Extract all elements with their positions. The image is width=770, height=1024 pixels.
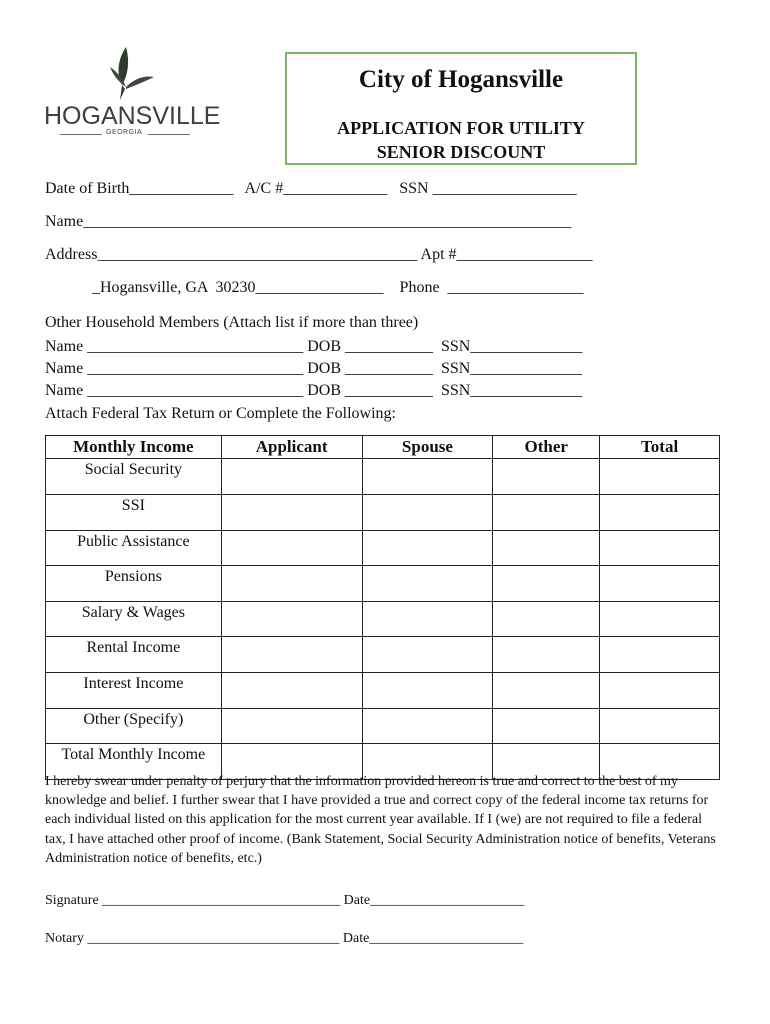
hogansville-logo xyxy=(44,45,221,140)
income-table xyxy=(45,435,720,780)
other-cell[interactable] xyxy=(493,566,600,602)
total-cell[interactable] xyxy=(600,708,720,744)
spouse-cell[interactable] xyxy=(362,708,493,744)
table-row xyxy=(46,495,720,531)
spouse-cell[interactable] xyxy=(362,637,493,673)
row-label: Salary & Wages xyxy=(46,601,222,637)
application-title xyxy=(287,116,635,164)
row-label: Interest Income xyxy=(46,672,222,708)
total-cell[interactable] xyxy=(600,495,720,531)
city-phone-row[interactable]: _Hogansville, GA 30230________________ Phone _________________ xyxy=(92,279,584,296)
table-row xyxy=(46,708,720,744)
table-row xyxy=(46,459,720,495)
header-monthly-income: Monthly Income xyxy=(46,436,222,459)
spouse-cell[interactable] xyxy=(362,566,493,602)
household-heading: Other Household Members (Attach list if more than three) xyxy=(45,314,419,331)
bird-leaf-icon xyxy=(104,45,156,101)
other-cell[interactable] xyxy=(493,637,600,673)
header-spouse: Spouse xyxy=(362,436,493,459)
other-cell[interactable] xyxy=(493,530,600,566)
title-box xyxy=(285,52,637,165)
total-cell[interactable] xyxy=(600,530,720,566)
other-cell[interactable] xyxy=(493,708,600,744)
application-title-line2: SENIOR DISCOUNT xyxy=(376,142,546,162)
attach-instruction: Attach Federal Tax Return or Complete the Following: xyxy=(45,405,396,422)
other-cell[interactable] xyxy=(493,672,600,708)
total-cell[interactable] xyxy=(600,566,720,602)
application-title-line1: APPLICATION FOR UTILITY xyxy=(337,118,585,138)
spouse-cell[interactable] xyxy=(362,601,493,637)
total-cell[interactable] xyxy=(600,672,720,708)
table-row xyxy=(46,672,720,708)
total-cell[interactable] xyxy=(600,637,720,673)
other-cell[interactable] xyxy=(493,459,600,495)
logo-subtitle: GEORGIA xyxy=(106,129,143,136)
other-cell[interactable] xyxy=(493,601,600,637)
header-other: Other xyxy=(493,436,600,459)
row-label: SSI xyxy=(46,495,222,531)
logo-wordmark: HOGANSVILLE xyxy=(44,102,221,130)
header-total: Total xyxy=(600,436,720,459)
applicant-cell[interactable] xyxy=(221,459,362,495)
applicant-cell[interactable] xyxy=(221,637,362,673)
spouse-cell[interactable] xyxy=(362,495,493,531)
applicant-cell[interactable] xyxy=(221,672,362,708)
dob-acct-ssn-row[interactable]: Date of Birth_____________ A/C #_____________ SSN __________________ xyxy=(45,180,577,197)
spouse-cell[interactable] xyxy=(362,672,493,708)
row-label: Total Monthly Income xyxy=(46,744,222,780)
applicant-cell[interactable] xyxy=(221,495,362,531)
header-applicant: Applicant xyxy=(221,436,362,459)
name-row[interactable]: Name_____________________________________________________________ xyxy=(45,213,572,230)
row-label: Pensions xyxy=(46,566,222,602)
table-row xyxy=(46,637,720,673)
address-row[interactable]: Address________________________________________ Apt #_________________ xyxy=(45,246,593,263)
member-row[interactable]: Name ___________________________ DOB ___________ SSN______________ xyxy=(45,360,583,377)
signature-date-line[interactable]: Signature __________________________________ Date______________________ xyxy=(45,893,525,908)
applicant-cell[interactable] xyxy=(221,601,362,637)
member-row[interactable]: Name ___________________________ DOB ___________ SSN______________ xyxy=(45,338,583,355)
spouse-cell[interactable] xyxy=(362,459,493,495)
table-row xyxy=(46,530,720,566)
logo-rule-left xyxy=(60,134,102,135)
other-cell[interactable] xyxy=(493,495,600,531)
table-header-row xyxy=(46,436,720,459)
spouse-cell[interactable] xyxy=(362,530,493,566)
row-label: Social Security xyxy=(46,459,222,495)
member-row[interactable]: Name ___________________________ DOB ___________ SSN______________ xyxy=(45,382,583,399)
notary-date-line[interactable]: Notary ____________________________________ Date______________________ xyxy=(45,931,524,946)
total-cell[interactable] xyxy=(600,459,720,495)
row-label: Other (Specify) xyxy=(46,708,222,744)
row-label: Rental Income xyxy=(46,637,222,673)
applicant-cell[interactable] xyxy=(221,708,362,744)
perjury-declaration: I hereby swear under penalty of perjury that the information provided hereon is true and correct to the best of my knowledge and belief. I further swear that I have provided a true and correct copy of the federal income tax returns for each individual listed on this application for the most current year available. If I (we) are not required to file a federal tax, I have attached other proof of income. (Bank Statement, Social Security Administration notice of benefits, Veterans Administration notice of benefits, etc.) xyxy=(45,774,716,866)
table-row xyxy=(46,601,720,637)
applicant-cell[interactable] xyxy=(221,566,362,602)
applicant-cell[interactable] xyxy=(221,530,362,566)
table-row xyxy=(46,566,720,602)
total-cell[interactable] xyxy=(600,601,720,637)
city-title: City of Hogansville xyxy=(358,66,564,93)
row-label: Public Assistance xyxy=(46,530,222,566)
logo-rule-right xyxy=(148,134,190,135)
